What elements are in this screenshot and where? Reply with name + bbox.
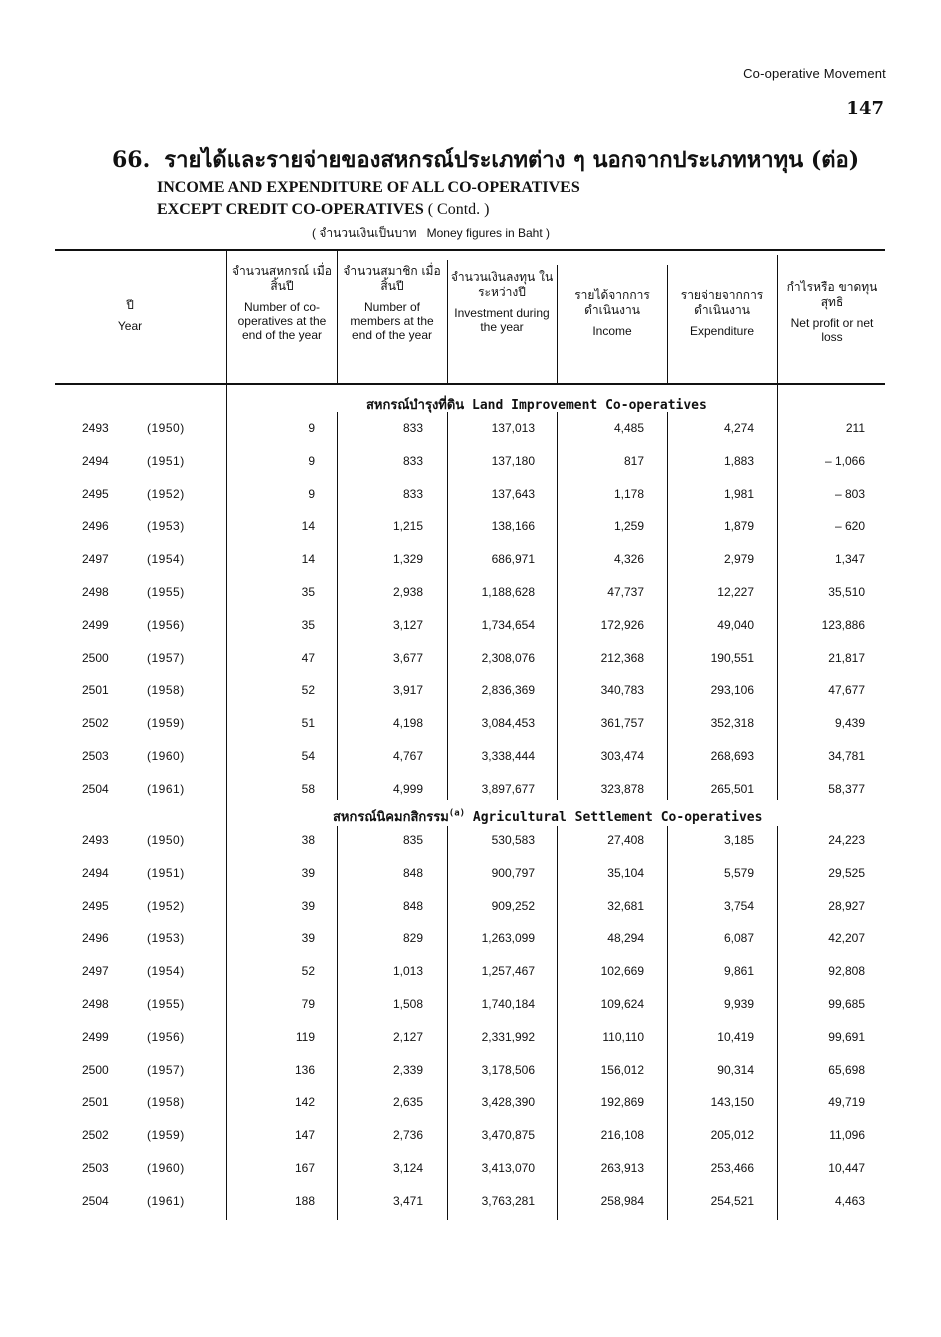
cell-income: 156,012 — [600, 1062, 644, 1077]
cell-coops: 142 — [294, 1095, 315, 1110]
cell-income: 263,913 — [600, 1161, 644, 1175]
cell-be: 2503 — [82, 1161, 109, 1175]
col-divider — [667, 265, 668, 383]
cell-investment: 1,734,654 — [481, 617, 535, 632]
cell-coops: 39 — [301, 898, 315, 913]
cell-net: 99,685 — [828, 997, 865, 1011]
col-header-thai: จำนวนเงินลงทุน ในระหว่างปี — [450, 270, 554, 299]
col-header-thai: จำนวนสมาชิก เมื่อสิ้นปี — [343, 264, 441, 293]
cell-members: 1,329 — [392, 552, 423, 567]
cell-members: 3,917 — [392, 683, 423, 698]
cell-income: 4,326 — [613, 552, 644, 567]
col-header-thai: รายได้จากการ ดำเนินงาน — [574, 288, 650, 317]
cell-members: 4,198 — [392, 716, 423, 731]
section-heading-english: Land Improvement Co-operatives — [472, 398, 707, 413]
cell-expenditure: 352,318 — [710, 716, 754, 731]
cell-income: 258,984 — [600, 1193, 644, 1208]
cell-members: 3,127 — [392, 617, 423, 632]
cell-net: 24,223 — [828, 833, 865, 847]
cell-coops: 52 — [301, 964, 315, 979]
cell-income: 212,368 — [600, 650, 644, 665]
table-row — [0, 1030, 941, 1050]
cell-be: 2500 — [82, 1062, 109, 1077]
table-row — [0, 833, 941, 853]
cell-expenditure: 265,501 — [710, 781, 754, 796]
cell-net: 4,463 — [834, 1193, 865, 1208]
cell-ad: (1957) — [147, 650, 185, 665]
cell-members: 835 — [402, 833, 423, 847]
table-row — [0, 1161, 941, 1181]
cell-investment: 3,413,070 — [481, 1161, 535, 1175]
cell-expenditure: 4,274 — [723, 421, 754, 435]
cell-investment: 1,740,184 — [481, 997, 535, 1011]
section-heading-english: Agricultural Settlement Co-operatives — [472, 810, 763, 825]
cell-members: 829 — [402, 931, 423, 946]
cell-coops: 9 — [308, 486, 315, 501]
col-divider — [226, 251, 227, 383]
cell-expenditure: 5,579 — [723, 865, 754, 880]
cell-members: 848 — [402, 898, 423, 913]
cell-ad: (1952) — [147, 898, 185, 913]
cell-be: 2498 — [82, 585, 109, 599]
cell-expenditure: 6,087 — [723, 931, 754, 946]
cell-expenditure: 254,521 — [710, 1193, 754, 1208]
table-row — [0, 899, 941, 919]
cell-net: 58,377 — [828, 781, 865, 796]
cell-investment: 3,428,390 — [481, 1095, 535, 1110]
cell-net: 42,207 — [828, 931, 865, 946]
cell-investment: 2,836,369 — [481, 683, 535, 698]
col-header-english: Investment during the year — [454, 306, 550, 334]
cell-expenditure: 12,227 — [717, 585, 754, 599]
section-heading-thai: สหกรณ์บำรุงที่ดิน — [366, 398, 465, 413]
cell-be: 2495 — [82, 898, 109, 913]
cell-ad: (1959) — [147, 1128, 185, 1143]
cell-net: 28,927 — [828, 898, 865, 913]
cell-investment: 137,643 — [491, 486, 535, 501]
cell-investment: 3,763,281 — [481, 1193, 535, 1208]
cell-ad: (1951) — [147, 865, 185, 880]
cell-coops: 39 — [301, 931, 315, 946]
cell-income: 192,869 — [600, 1095, 644, 1110]
cell-members: 4,767 — [392, 749, 423, 763]
cell-net: 1,347 — [834, 552, 865, 567]
cell-coops: 188 — [294, 1193, 315, 1208]
cell-investment: 686,971 — [491, 552, 535, 567]
cell-coops: 136 — [294, 1062, 315, 1077]
cell-be: 2498 — [82, 997, 109, 1011]
cell-be: 2500 — [82, 650, 109, 665]
cell-coops: 79 — [301, 997, 315, 1011]
table-row — [0, 585, 941, 605]
cell-net: 211 — [845, 421, 865, 435]
table-title-english — [157, 177, 580, 221]
cell-ad: (1951) — [147, 453, 185, 468]
cell-expenditure: 49,040 — [717, 617, 754, 632]
cell-coops: 39 — [301, 865, 315, 880]
table-row — [0, 964, 941, 984]
col-divider — [337, 251, 338, 383]
cell-net: 65,698 — [828, 1062, 865, 1077]
cell-be: 2499 — [82, 1029, 109, 1044]
cell-coops: 9 — [308, 453, 315, 468]
table-row — [0, 749, 941, 769]
cell-members: 2,127 — [392, 1029, 423, 1044]
section-heading-thai: สหกรณ์นิคมกสิกรรม — [333, 810, 449, 825]
cell-income: 817 — [623, 453, 644, 468]
cell-expenditure: 268,693 — [710, 749, 754, 763]
title-english-contd: ( Contd. ) — [427, 201, 490, 218]
col-divider — [447, 260, 448, 383]
title-english-line2: EXCEPT CREDIT CO-OPERATIVES — [157, 201, 424, 218]
cell-members: 2,339 — [392, 1062, 423, 1077]
cell-ad: (1954) — [147, 552, 185, 567]
table-row — [0, 716, 941, 736]
cell-investment: 900,797 — [491, 865, 535, 880]
cell-ad: (1953) — [147, 519, 185, 534]
cell-investment: 2,331,992 — [481, 1029, 535, 1044]
cell-coops: 54 — [301, 749, 315, 763]
section-footnote-mark: (a) — [448, 808, 466, 819]
cell-members: 848 — [402, 865, 423, 880]
col-header-thai: กำไรหรือ ขาดทุนสุทธิ — [786, 280, 878, 309]
table-row — [0, 454, 941, 474]
cell-ad: (1960) — [147, 1161, 185, 1175]
title-thai-text: รายได้และรายจ่ายของสหกรณ์ประเภทต่าง ๆ นอกจากประเภทหาทุน — [164, 147, 804, 173]
cell-net: 21,817 — [828, 650, 865, 665]
cell-net: 34,781 — [828, 749, 865, 763]
cell-coops: 52 — [301, 683, 315, 698]
cell-ad: (1955) — [147, 585, 185, 599]
cell-net: 123,886 — [821, 617, 865, 632]
cell-members: 2,736 — [392, 1128, 423, 1143]
cell-be: 2497 — [82, 552, 109, 567]
cell-expenditure: 2,979 — [723, 552, 754, 567]
cell-members: 2,938 — [392, 585, 423, 599]
cell-net: 11,096 — [829, 1128, 865, 1143]
cell-income: 110,110 — [602, 1029, 644, 1044]
cell-members: 4,999 — [392, 781, 423, 796]
cell-investment: 137,013 — [491, 421, 535, 435]
table-row — [0, 519, 941, 539]
cell-net: 29,525 — [828, 865, 865, 880]
cell-ad: (1961) — [147, 781, 185, 796]
cell-be: 2494 — [82, 865, 109, 880]
cell-members: 2,635 — [392, 1095, 423, 1110]
money-note-thai: ( จำนวนเงินเป็นบาท — [312, 226, 417, 240]
cell-be: 2504 — [82, 781, 109, 796]
cell-members: 3,124 — [392, 1161, 423, 1175]
table-row — [0, 931, 941, 951]
cell-income: 1,178 — [613, 486, 644, 501]
cell-be: 2493 — [82, 421, 109, 435]
cell-expenditure: 253,466 — [710, 1161, 754, 1175]
section-heading-agricultural-settlement — [333, 806, 762, 827]
col-header-english: Number of members at the end of the year — [350, 300, 434, 342]
col-header-english: Net profit or net loss — [790, 316, 874, 344]
page-number: 147 — [846, 98, 884, 119]
cell-net: 47,677 — [828, 683, 865, 698]
cell-expenditure: 3,754 — [723, 898, 754, 913]
cell-income: 172,926 — [600, 617, 644, 632]
cell-income: 109,624 — [600, 997, 644, 1011]
cell-members: 3,677 — [392, 650, 423, 665]
table-title-thai — [112, 142, 859, 177]
title-thai-contd: (ต่อ) — [810, 147, 860, 173]
cell-be: 2494 — [82, 453, 109, 468]
cell-investment: 530,583 — [491, 833, 535, 847]
cell-net: 9,439 — [834, 716, 865, 731]
col-divider — [777, 255, 778, 383]
cell-net: – 620 — [834, 519, 865, 534]
table-row — [0, 782, 941, 802]
cell-members: 3,471 — [392, 1193, 423, 1208]
cell-income: 35,104 — [607, 865, 644, 880]
cell-be: 2495 — [82, 486, 109, 501]
table-row — [0, 487, 941, 507]
table-row — [0, 1063, 941, 1083]
cell-expenditure: 1,883 — [723, 453, 754, 468]
cell-investment: 3,897,677 — [481, 781, 535, 796]
cell-income: 216,108 — [600, 1128, 644, 1143]
cell-members: 1,013 — [392, 964, 423, 979]
table-row — [0, 421, 941, 441]
cell-ad: (1955) — [147, 997, 185, 1011]
cell-expenditure: 1,981 — [723, 486, 754, 501]
cell-coops: 58 — [301, 781, 315, 796]
cell-expenditure: 9,939 — [723, 997, 754, 1011]
cell-ad: (1958) — [147, 1095, 185, 1110]
cell-be: 2496 — [82, 931, 109, 946]
cell-net: 99,691 — [828, 1029, 865, 1044]
cell-ad: (1957) — [147, 1062, 185, 1077]
cell-expenditure: 143,150 — [710, 1095, 754, 1110]
cell-coops: 38 — [301, 833, 315, 847]
col-header-english: Expenditure — [689, 324, 755, 338]
cell-coops: 14 — [301, 519, 315, 534]
cell-net: 10,447 — [828, 1161, 865, 1175]
col-header-thai: ปี — [126, 298, 134, 312]
cell-coops: 47 — [301, 650, 315, 665]
col-header-year — [90, 298, 170, 333]
cell-net: 92,808 — [828, 964, 865, 979]
cell-investment: 909,252 — [491, 898, 535, 913]
cell-expenditure: 3,185 — [723, 833, 754, 847]
col-header-coops — [229, 264, 335, 342]
cell-ad: (1952) — [147, 486, 185, 501]
cell-income: 48,294 — [607, 931, 644, 946]
cell-income: 102,669 — [600, 964, 644, 979]
cell-be: 2493 — [82, 833, 109, 847]
title-english-line1: INCOME AND EXPENDITURE OF ALL CO-OPERATIVES — [157, 179, 580, 196]
cell-be: 2501 — [82, 1095, 109, 1110]
cell-coops: 14 — [301, 552, 315, 567]
cell-members: 833 — [402, 453, 423, 468]
table-row — [0, 618, 941, 638]
cell-expenditure: 293,106 — [710, 683, 754, 698]
cell-investment: 1,263,099 — [481, 931, 535, 946]
cell-investment: 1,257,467 — [481, 964, 535, 979]
cell-members: 833 — [402, 486, 423, 501]
cell-members: 1,215 — [392, 519, 423, 534]
cell-ad: (1961) — [147, 1193, 185, 1208]
col-header-net — [780, 280, 884, 344]
cell-investment: 2,308,076 — [481, 650, 535, 665]
cell-investment: 3,178,506 — [481, 1062, 535, 1077]
table-number: 66. — [112, 147, 151, 173]
col-header-members — [340, 264, 444, 342]
cell-income: 340,783 — [600, 683, 644, 698]
table-row — [0, 1128, 941, 1148]
money-note — [312, 224, 550, 243]
cell-income: 32,681 — [607, 898, 644, 913]
cell-be: 2503 — [82, 749, 109, 763]
cell-investment: 3,338,444 — [481, 749, 535, 763]
cell-be: 2502 — [82, 716, 109, 731]
cell-expenditure: 9,861 — [723, 964, 754, 979]
col-header-english: Number of co-operatives at the end of the year — [237, 300, 327, 342]
table-row — [0, 552, 941, 572]
cell-expenditure: 205,012 — [710, 1128, 754, 1143]
table-row — [0, 866, 941, 886]
col-header-investment — [450, 270, 554, 334]
cell-be: 2504 — [82, 1193, 109, 1208]
cell-ad: (1954) — [147, 964, 185, 979]
cell-be: 2496 — [82, 519, 109, 534]
cell-investment: 3,084,453 — [481, 716, 535, 731]
cell-ad: (1953) — [147, 931, 185, 946]
cell-be: 2499 — [82, 617, 109, 632]
cell-ad: (1959) — [147, 716, 185, 731]
col-header-thai: จำนวนสหกรณ์ เมื่อสิ้นปี — [231, 264, 333, 293]
col-header-english: Income — [592, 324, 632, 338]
cell-ad: (1960) — [147, 749, 185, 763]
header-bottom-rule — [55, 383, 885, 385]
cell-ad: (1950) — [147, 833, 185, 847]
running-header: Co-operative Movement — [743, 66, 886, 81]
cell-ad: (1956) — [147, 1029, 185, 1044]
cell-income: 1,259 — [613, 519, 644, 534]
table-row — [0, 997, 941, 1017]
cell-be: 2497 — [82, 964, 109, 979]
cell-ad: (1958) — [147, 683, 185, 698]
cell-coops: 147 — [294, 1128, 315, 1143]
cell-be: 2502 — [82, 1128, 109, 1143]
cell-coops: 35 — [301, 585, 315, 599]
cell-investment: 1,188,628 — [481, 585, 535, 599]
col-header-income — [560, 288, 664, 338]
money-note-english: Money figures in Baht ) — [426, 226, 551, 240]
col-header-expenditure — [670, 288, 774, 338]
col-header-english: Year — [117, 319, 143, 333]
cell-ad: (1956) — [147, 617, 185, 632]
cell-coops: 9 — [308, 421, 315, 435]
cell-ad: (1950) — [147, 421, 185, 435]
table-top-rule — [55, 249, 885, 251]
table-row — [0, 1095, 941, 1115]
cell-income: 323,878 — [600, 781, 644, 796]
cell-expenditure: 10,419 — [717, 1029, 754, 1044]
cell-income: 47,737 — [607, 585, 644, 599]
cell-coops: 51 — [301, 716, 315, 731]
cell-net: 49,719 — [828, 1095, 865, 1110]
table-row — [0, 651, 941, 671]
table-row — [0, 1194, 941, 1214]
cell-investment: 137,180 — [491, 453, 535, 468]
cell-investment: 138,166 — [491, 519, 535, 534]
table-row — [0, 683, 941, 703]
cell-coops: 167 — [294, 1161, 315, 1175]
cell-net: – 803 — [834, 486, 865, 501]
cell-investment: 3,470,875 — [481, 1128, 535, 1143]
cell-expenditure: 90,314 — [717, 1062, 754, 1077]
section-heading-land-improvement — [366, 394, 707, 415]
col-divider — [557, 265, 558, 383]
cell-members: 1,508 — [392, 997, 423, 1011]
cell-members: 833 — [402, 421, 423, 435]
cell-income: 4,485 — [613, 421, 644, 435]
cell-income: 361,757 — [600, 716, 644, 731]
cell-income: 303,474 — [600, 749, 644, 763]
col-header-thai: รายจ่ายจากการ ดำเนินงาน — [680, 288, 764, 317]
cell-coops: 35 — [301, 617, 315, 632]
cell-coops: 119 — [295, 1029, 315, 1044]
cell-net: 35,510 — [828, 585, 865, 599]
cell-income: 27,408 — [607, 833, 644, 847]
cell-net: – 1,066 — [824, 453, 865, 468]
cell-expenditure: 1,879 — [723, 519, 754, 534]
cell-be: 2501 — [82, 683, 109, 698]
cell-expenditure: 190,551 — [710, 650, 754, 665]
